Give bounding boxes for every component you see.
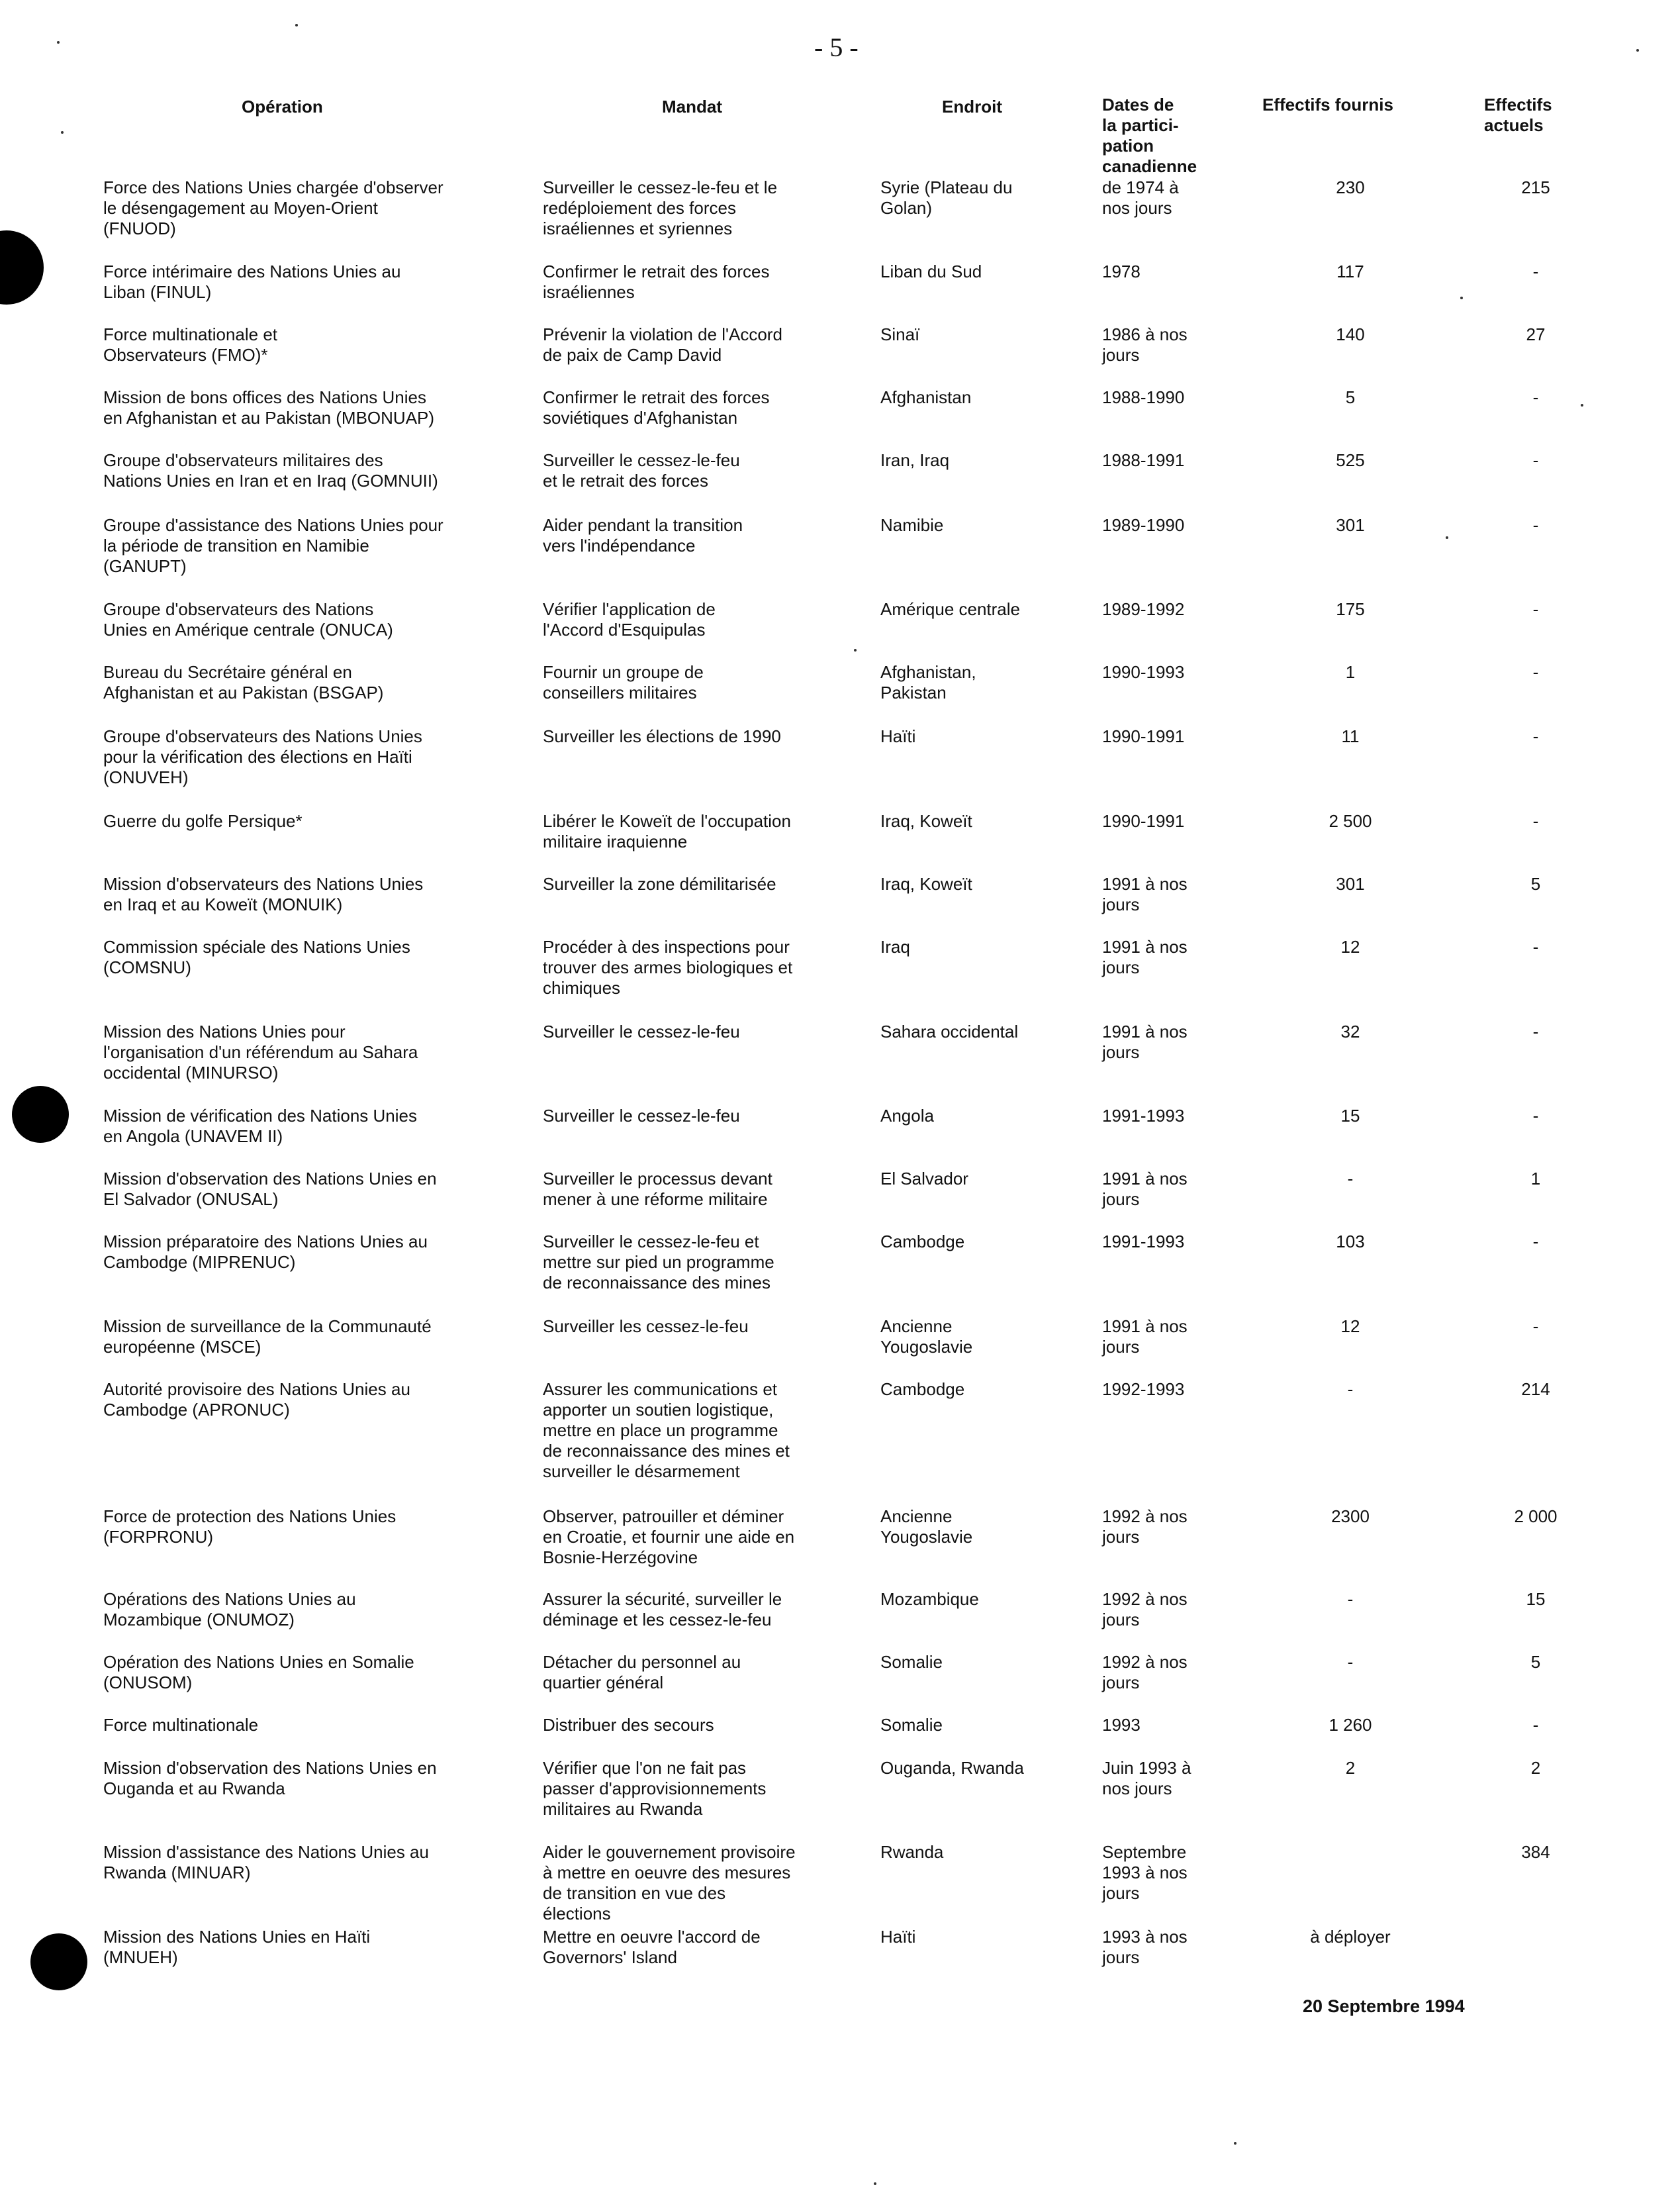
cell-operation: Groupe d'observateurs des Nations Unies en Amérique centrale (ONUCA): [103, 599, 393, 640]
cell-mandat: Assurer les communications et apporter un soutien logistique, mettre en place un programme de reconnaissance des mines et surveiller le désarmement: [543, 1379, 790, 1481]
cell-endroit: Iraq, Koweït: [880, 811, 972, 831]
scan-speck: [874, 2182, 876, 2185]
cell-mandat: Mettre en oeuvre l'accord de Governors' Island: [543, 1927, 761, 1967]
cell-operation: Groupe d'assistance des Nations Unies pour la période de transition en Namibie (GANUPT): [103, 515, 443, 576]
cell-dates: 1986 à nos jours: [1102, 324, 1188, 365]
cell-effectifs-actuels: 214: [1521, 1379, 1550, 1399]
cell-operation: Autorité provisoire des Nations Unies au Cambodge (APRONUC): [103, 1379, 410, 1420]
scan-speck: [1460, 297, 1463, 299]
cell-mandat: Surveiller le cessez-le-feu: [543, 1106, 740, 1126]
cell-effectifs-fournis: 11: [1341, 726, 1360, 746]
cell-dates: 1991 à nos jours: [1102, 1169, 1188, 1209]
cell-operation: Guerre du golfe Persique*: [103, 811, 303, 831]
cell-effectifs-actuels: -: [1532, 599, 1539, 619]
cell-endroit: El Salvador: [880, 1169, 968, 1189]
cell-effectifs-fournis: 301: [1336, 515, 1365, 535]
cell-endroit: Angola: [880, 1106, 934, 1126]
cell-mandat: Prévenir la violation de l'Accord de paix de Camp David: [543, 324, 782, 365]
cell-endroit: Cambodge: [880, 1379, 965, 1399]
scan-speck: [61, 131, 64, 134]
cell-mandat: Surveiller les cessez-le-feu: [543, 1316, 749, 1336]
cell-endroit: Ouganda, Rwanda: [880, 1758, 1024, 1778]
cell-dates: 1991-1993: [1102, 1106, 1185, 1126]
cell-endroit: Somalie: [880, 1652, 943, 1672]
cell-endroit: Namibie: [880, 515, 944, 535]
cell-operation: Opérations des Nations Unies au Mozambique (ONUMOZ): [103, 1589, 356, 1629]
cell-dates: 1991 à nos jours: [1102, 937, 1188, 977]
cell-mandat: Surveiller le cessez-le-feu et le retrait des forces: [543, 450, 740, 491]
cell-endroit: Cambodge: [880, 1232, 965, 1251]
cell-mandat: Libérer le Koweït de l'occupation militaire iraquienne: [543, 811, 791, 851]
cell-endroit: Liban du Sud: [880, 262, 982, 281]
cell-dates: 1992 à nos jours: [1102, 1589, 1188, 1629]
cell-effectifs-actuels: -: [1532, 515, 1539, 535]
cell-dates: 1989-1992: [1102, 599, 1185, 619]
cell-effectifs-fournis: 175: [1336, 599, 1365, 619]
cell-effectifs-actuels: -: [1532, 1232, 1539, 1251]
scan-speck: [1234, 2142, 1237, 2145]
binder-hole: [12, 1086, 69, 1143]
cell-operation: Mission d'assistance des Nations Unies au Rwanda (MINUAR): [103, 1842, 429, 1882]
cell-effectifs-fournis: 5: [1345, 387, 1356, 407]
cell-effectifs-actuels: -: [1532, 1316, 1539, 1336]
cell-endroit: Afghanistan: [880, 387, 972, 407]
cell-effectifs-fournis: 103: [1336, 1232, 1365, 1251]
cell-effectifs-fournis: 2 500: [1329, 811, 1372, 831]
cell-endroit: Ancienne Yougoslavie: [880, 1316, 973, 1357]
cell-effectifs-actuels: -: [1532, 1022, 1539, 1042]
cell-operation: Bureau du Secrétaire général en Afghanistan et au Pakistan (BSGAP): [103, 662, 384, 703]
cell-dates: 1990-1993: [1102, 662, 1185, 682]
cell-effectifs-actuels: -: [1532, 811, 1539, 831]
cell-effectifs-fournis: -: [1347, 1589, 1354, 1609]
cell-dates: 1989-1990: [1102, 515, 1185, 535]
cell-mandat: Détacher du personnel au quartier général: [543, 1652, 741, 1692]
cell-effectifs-fournis: 117: [1336, 262, 1364, 281]
cell-mandat: Confirmer le retrait des forces israéliennes: [543, 262, 770, 302]
cell-operation: Opération des Nations Unies en Somalie (ONUSOM): [103, 1652, 414, 1692]
cell-dates: 1993 à nos jours: [1102, 1927, 1188, 1967]
cell-dates: Septembre 1993 à nos jours: [1102, 1842, 1188, 1903]
cell-endroit: Iraq, Koweït: [880, 874, 972, 894]
cell-effectifs-actuels: 2 000: [1514, 1506, 1558, 1526]
cell-effectifs-actuels: 5: [1530, 1652, 1541, 1672]
cell-endroit: Ancienne Yougoslavie: [880, 1506, 973, 1547]
cell-operation: Mission de vérification des Nations Unies en Angola (UNAVEM II): [103, 1106, 417, 1146]
cell-dates: 1991 à nos jours: [1102, 874, 1188, 914]
cell-dates: 1990-1991: [1102, 726, 1185, 746]
cell-operation: Groupe d'observateurs militaires des Nations Unies en Iran et en Iraq (GOMNUII): [103, 450, 438, 491]
cell-effectifs-actuels: -: [1532, 450, 1539, 470]
cell-operation: Mission d'observation des Nations Unies en Ouganda et au Rwanda: [103, 1758, 437, 1798]
cell-effectifs-actuels: 384: [1521, 1842, 1550, 1862]
cell-mandat: Aider pendant la transition vers l'indépendance: [543, 515, 743, 556]
cell-mandat: Procéder à des inspections pour trouver des armes biologiques et chimiques: [543, 937, 793, 998]
cell-mandat: Surveiller le cessez-le-feu et le redéploiement des forces israéliennes et syriennes: [543, 177, 778, 238]
cell-mandat: Surveiller le cessez-le-feu et mettre sur pied un programme de reconnaissance des mines: [543, 1232, 774, 1292]
cell-effectifs-actuels: -: [1532, 1715, 1539, 1735]
cell-operation: Mission préparatoire des Nations Unies au Cambodge (MIPRENUC): [103, 1232, 428, 1272]
header-operation: Opération: [242, 97, 323, 117]
cell-effectifs-fournis: 1: [1345, 662, 1356, 682]
cell-operation: Mission des Nations Unies en Haïti (MNUEH): [103, 1927, 371, 1967]
cell-operation: Mission des Nations Unies pour l'organisation d'un référendum au Sahara occidental (MINURSO): [103, 1022, 418, 1083]
cell-dates: 1992 à nos jours: [1102, 1652, 1188, 1692]
cell-endroit: Iran, Iraq: [880, 450, 950, 470]
cell-endroit: Amérique centrale: [880, 599, 1020, 619]
cell-mandat: Distribuer des secours: [543, 1715, 714, 1735]
cell-dates: 1978: [1102, 262, 1141, 281]
cell-endroit: Mozambique: [880, 1589, 979, 1609]
cell-effectifs-fournis: 2300: [1331, 1506, 1370, 1526]
cell-dates: 1991-1993: [1102, 1232, 1185, 1251]
cell-effectifs-actuels: 1: [1530, 1169, 1541, 1189]
cell-effectifs-fournis: 32: [1340, 1022, 1360, 1042]
scan-speck: [57, 41, 60, 44]
cell-effectifs-actuels: 27: [1526, 324, 1546, 344]
cell-endroit: Sinaï: [880, 324, 920, 344]
cell-mandat: Vérifier que l'on ne fait pas passer d'approvisionnements militaires au Rwanda: [543, 1758, 767, 1819]
cell-effectifs-fournis: 12: [1340, 1316, 1360, 1336]
cell-mandat: Assurer la sécurité, surveiller le déminage et les cessez-le-feu: [543, 1589, 782, 1629]
cell-effectifs-fournis: 12: [1340, 937, 1360, 957]
cell-operation: Commission spéciale des Nations Unies (COMSNU): [103, 937, 410, 977]
cell-operation: Mission de surveillance de la Communauté européenne (MSCE): [103, 1316, 432, 1357]
cell-effectifs-fournis: 140: [1336, 324, 1365, 344]
cell-dates: Juin 1993 à nos jours: [1102, 1758, 1191, 1798]
cell-operation: Groupe d'observateurs des Nations Unies pour la vérification des élections en Haïti (ONUVEH): [103, 726, 422, 787]
cell-effectifs-fournis: -: [1347, 1379, 1354, 1399]
page-number: - 5 -: [814, 32, 859, 62]
cell-mandat: Surveiller le processus devant mener à une réforme militaire: [543, 1169, 772, 1209]
scan-speck: [295, 24, 298, 26]
cell-effectifs-actuels: 5: [1530, 874, 1541, 894]
cell-effectifs-actuels: -: [1532, 1106, 1539, 1126]
cell-effectifs-actuels: -: [1532, 262, 1539, 281]
cell-effectifs-fournis: 301: [1336, 874, 1365, 894]
header-endroit: Endroit: [942, 97, 1002, 117]
cell-operation: Mission d'observation des Nations Unies en El Salvador (ONUSAL): [103, 1169, 437, 1209]
cell-effectifs-fournis: à déployer: [1310, 1927, 1391, 1947]
cell-effectifs-actuels: -: [1532, 662, 1539, 682]
cell-effectifs-fournis: 230: [1336, 177, 1365, 197]
cell-dates: 1991 à nos jours: [1102, 1022, 1188, 1062]
cell-dates: 1988-1990: [1102, 387, 1185, 407]
cell-dates: 1990-1991: [1102, 811, 1185, 831]
cell-dates: 1992-1993: [1102, 1379, 1185, 1399]
cell-effectifs-actuels: 2: [1530, 1758, 1541, 1778]
scan-speck: [1581, 404, 1583, 407]
cell-effectifs-actuels: 15: [1526, 1589, 1546, 1609]
scan-speck: [1636, 49, 1639, 52]
scan-speck: [1446, 536, 1448, 539]
cell-endroit: Haïti: [880, 726, 916, 746]
cell-mandat: Confirmer le retrait des forces soviétiques d'Afghanistan: [543, 387, 770, 428]
cell-operation: Mission d'observateurs des Nations Unies en Iraq et au Koweït (MONUIK): [103, 874, 424, 914]
cell-effectifs-actuels: 215: [1521, 177, 1550, 197]
cell-effectifs-fournis: -: [1347, 1169, 1354, 1189]
scan-speck: [854, 649, 857, 652]
cell-endroit: Sahara occidental: [880, 1022, 1019, 1042]
cell-operation: Force des Nations Unies chargée d'observer le désengagement au Moyen-Orient (FNUOD): [103, 177, 443, 238]
cell-mandat: Fournir un groupe de conseillers militaires: [543, 662, 704, 703]
cell-endroit: Haïti: [880, 1927, 916, 1947]
cell-dates: 1988-1991: [1102, 450, 1185, 470]
cell-mandat: Aider le gouvernement provisoire à mettre en oeuvre des mesures de transition en vue des élections: [543, 1842, 796, 1923]
header-effectifs-actuels: Effectifs actuels: [1484, 95, 1552, 135]
cell-operation: Mission de bons offices des Nations Unies en Afghanistan et au Pakistan (MBONUAP): [103, 387, 435, 428]
cell-effectifs-actuels: -: [1532, 726, 1539, 746]
cell-endroit: Syrie (Plateau du Golan): [880, 177, 1013, 218]
header-mandat: Mandat: [662, 97, 722, 117]
cell-mandat: Observer, patrouiller et déminer en Croatie, et fournir une aide en Bosnie-Herzégovine: [543, 1506, 795, 1567]
cell-dates: 1992 à nos jours: [1102, 1506, 1188, 1547]
cell-operation: Force intérimaire des Nations Unies au Liban (FINUL): [103, 262, 401, 302]
cell-dates: 1991 à nos jours: [1102, 1316, 1188, 1357]
document-date: 20 Septembre 1994: [1303, 1996, 1465, 2016]
cell-effectifs-fournis: 2: [1345, 1758, 1356, 1778]
cell-mandat: Surveiller les élections de 1990: [543, 726, 781, 746]
cell-effectifs-fournis: 15: [1340, 1106, 1360, 1126]
cell-endroit: Iraq: [880, 937, 910, 957]
binder-hole: [0, 230, 44, 305]
cell-endroit: Afghanistan, Pakistan: [880, 662, 976, 703]
header-effectifs-fournis: Effectifs fournis: [1262, 95, 1393, 115]
cell-endroit: Somalie: [880, 1715, 943, 1735]
cell-mandat: Vérifier l'application de l'Accord d'Esquipulas: [543, 599, 716, 640]
cell-mandat: Surveiller le cessez-le-feu: [543, 1022, 740, 1042]
cell-dates: 1993: [1102, 1715, 1141, 1735]
cell-effectifs-actuels: -: [1532, 937, 1539, 957]
cell-effectifs-fournis: -: [1347, 1652, 1354, 1672]
cell-effectifs-fournis: 525: [1336, 450, 1365, 470]
cell-mandat: Surveiller la zone démilitarisée: [543, 874, 776, 894]
cell-dates: de 1974 à nos jours: [1102, 177, 1179, 218]
cell-operation: Force multinationale: [103, 1715, 259, 1735]
cell-effectifs-fournis: 1 260: [1329, 1715, 1372, 1735]
cell-operation: Force de protection des Nations Unies (FORPRONU): [103, 1506, 397, 1547]
cell-effectifs-actuels: -: [1532, 387, 1539, 407]
header-dates: Dates de la partici- pation canadienne: [1102, 95, 1197, 176]
binder-hole: [30, 1933, 87, 1990]
cell-endroit: Rwanda: [880, 1842, 944, 1862]
cell-operation: Force multinationale et Observateurs (FMO)*: [103, 324, 278, 365]
